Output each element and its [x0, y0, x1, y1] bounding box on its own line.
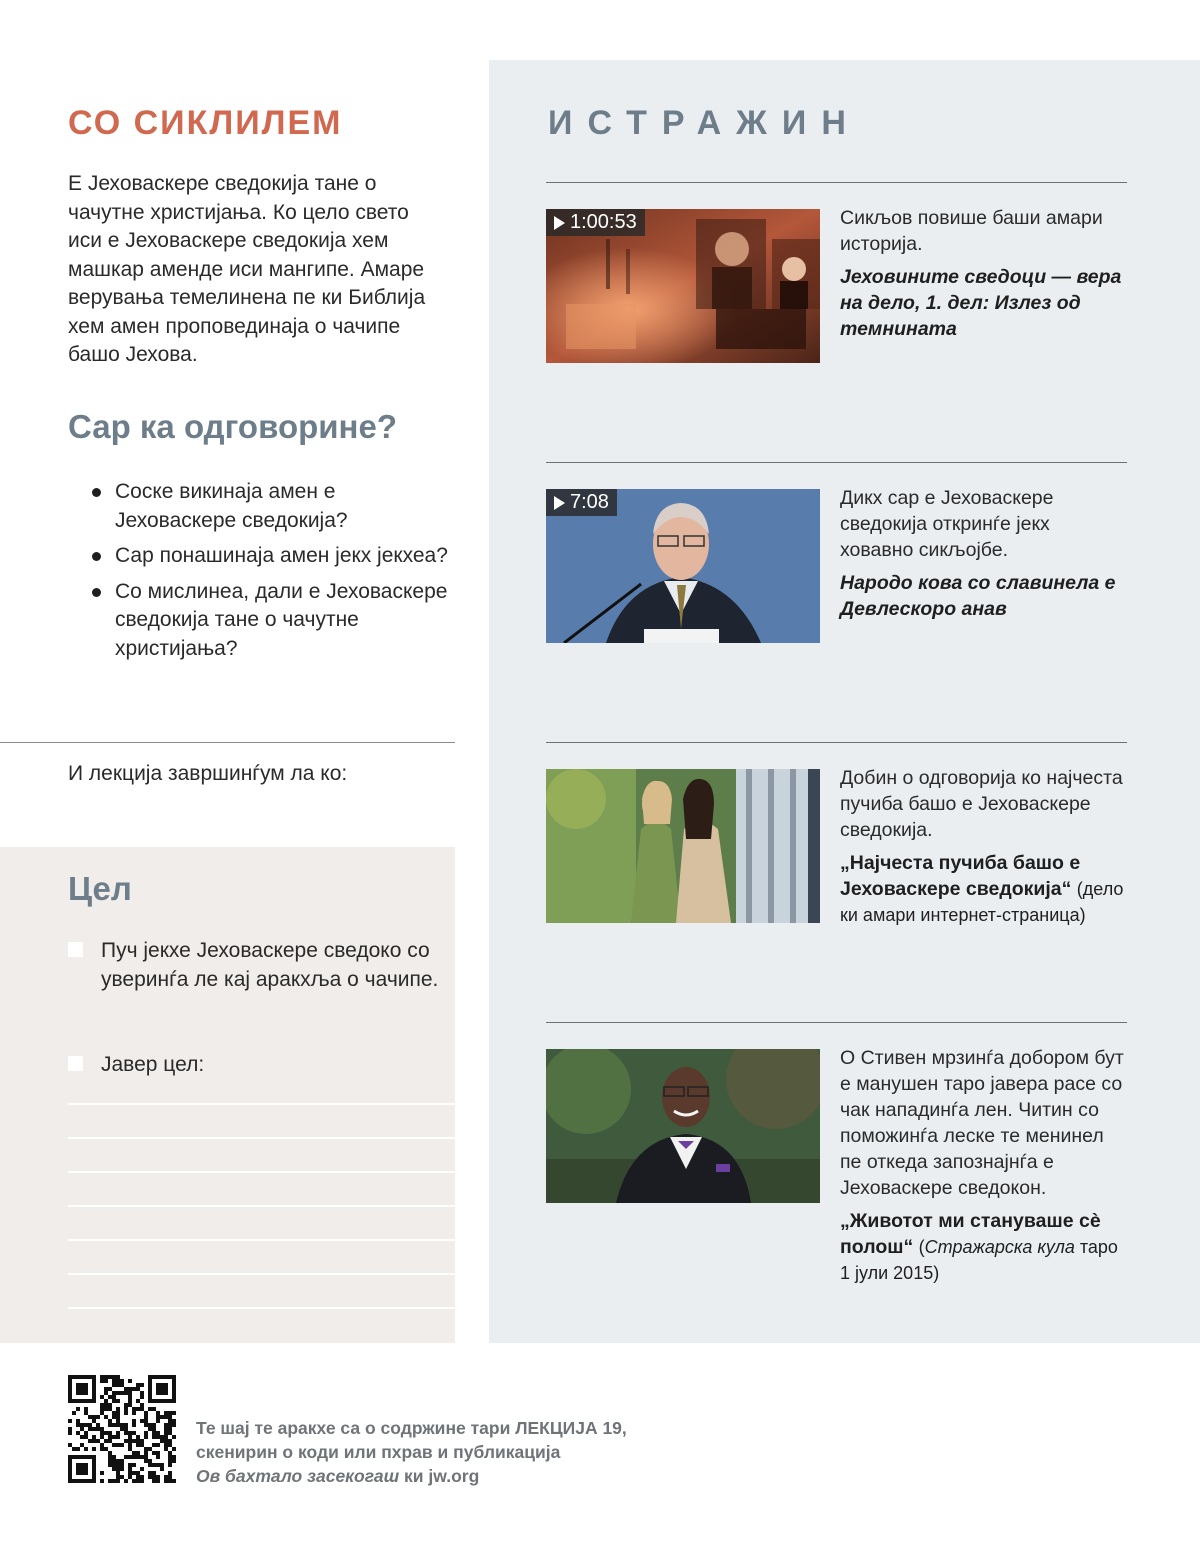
goal-item-other: [68, 1051, 448, 1080]
bullet-icon: [92, 588, 101, 597]
goal-item-text: Јавер цел:: [101, 1053, 205, 1076]
explore-item-description: Добин о одговорија ко најчеста пучиба башо е Јеховаскере сведокија.: [840, 767, 1123, 841]
goal-write-line[interactable]: [68, 1171, 455, 1173]
goal-heading: Цел: [68, 870, 132, 907]
footer-text: Те шај те аракхе са о содржине тари ЛЕКЦИЈА 19, скенирин о коди или пхрав и публикација Ов бахтало засекогаш ки jw.org: [196, 1418, 627, 1486]
goal-item: [68, 937, 448, 994]
goal-write-line[interactable]: [68, 1103, 455, 1105]
explore-item-text: [840, 765, 1125, 928]
explore-item-description: О Стивен мрзинѓа добором бут е манушен таро јавера расе со чак нападинѓа лен. Читин со поможинѓа леске те менинел пе откеда запознајнѓа е Јеховаскере сведокон.: [840, 1047, 1124, 1199]
explore-item-title-link[interactable]: „Најчеста пучиба башо е Јеховаскере сведокија“ (дело ки амари интернет-страница): [840, 852, 1124, 925]
explore-item-source: (Стражарска кула таро 1 јули 2015): [840, 1237, 1118, 1283]
qr-code-icon: [68, 1375, 176, 1483]
explore-item-text: [840, 205, 1125, 342]
review-questions-list: [92, 478, 452, 670]
video-thumbnail-speaker[interactable]: [546, 489, 820, 643]
video-thumbnail-history[interactable]: [546, 209, 820, 363]
goal-checkbox[interactable]: [68, 1056, 83, 1071]
goal-write-line[interactable]: [68, 1273, 455, 1275]
summary-heading: СО СИКЛИЛЕМ: [68, 104, 343, 142]
divider: [546, 742, 1127, 743]
explore-item-title-link[interactable]: Народо кова со славинела е Девлескоро анав: [840, 572, 1116, 620]
goal-write-line[interactable]: [68, 1137, 455, 1139]
qr-code[interactable]: [68, 1375, 176, 1483]
goal-checkbox[interactable]: [68, 942, 83, 957]
man-portrait-image: [546, 1049, 820, 1203]
bullet-icon: [92, 552, 101, 561]
goal-write-line[interactable]: [68, 1205, 455, 1207]
play-icon: [554, 496, 565, 510]
goal-write-line[interactable]: [68, 1307, 455, 1309]
goal-panel: [0, 847, 455, 1343]
review-question: Соске викинаја амен е Јеховаскере сведокија?: [92, 478, 452, 535]
explore-item-text: [840, 485, 1125, 622]
divider: [546, 1022, 1127, 1023]
article-thumbnail-stephen[interactable]: [546, 1049, 820, 1203]
explore-item-title-link[interactable]: Јеховините сведоци — вера на дело, 1. дел: Излез од темнината: [840, 266, 1122, 340]
article-thumbnail-door[interactable]: [546, 769, 820, 923]
review-question: Со мислинеа, дали е Јеховаскере сведокија тане о чачутне христијања?: [92, 578, 452, 664]
lesson-completed-label: И лекција завршинѓум ла ко:: [68, 762, 348, 785]
review-heading: Сар ка одговорине?: [68, 408, 397, 445]
explore-item-description: Дикх сар е Јеховаскере сведокија откринѓе јекх ховавно сикљојбе.: [840, 487, 1054, 561]
duration-badge: 7:08: [546, 489, 617, 516]
goal-item-text: Пуч јекхе Јеховаскере сведоко со уверинѓа ле кај аракхља о чачипе.: [101, 939, 439, 991]
divider: [0, 742, 455, 743]
women-at-door-image: [546, 769, 820, 923]
explore-item-text: [840, 1045, 1125, 1286]
play-icon: [554, 216, 565, 230]
explore-heading: ИСТРАЖИН: [548, 104, 861, 142]
review-question: Сар понашинаја амен јекх јекхеа?: [92, 542, 452, 571]
divider: [546, 462, 1127, 463]
summary-text: Е Јеховаскере сведокија тане о чачутне христијања. Ко цело свето иси е Јеховаскере сведокија хем машкар аменде иси мангипе. Амаре верувања темелинена пе ки Библија хем амен проповединаја о чачипе башо Јехова.: [68, 172, 426, 366]
divider: [546, 182, 1127, 183]
explore-item-source: (дело ки амари интернет-страница): [840, 879, 1124, 925]
goal-write-line[interactable]: [68, 1239, 455, 1241]
explore-item-title-link[interactable]: „Животот ми стануваше сè полош“ (Стражарска кула таро 1 јули 2015): [840, 1210, 1118, 1283]
bullet-icon: [92, 488, 101, 497]
duration-badge: 1:00:53: [546, 209, 645, 236]
explore-item-description: Сикљов повише баши амари историја.: [840, 207, 1103, 255]
